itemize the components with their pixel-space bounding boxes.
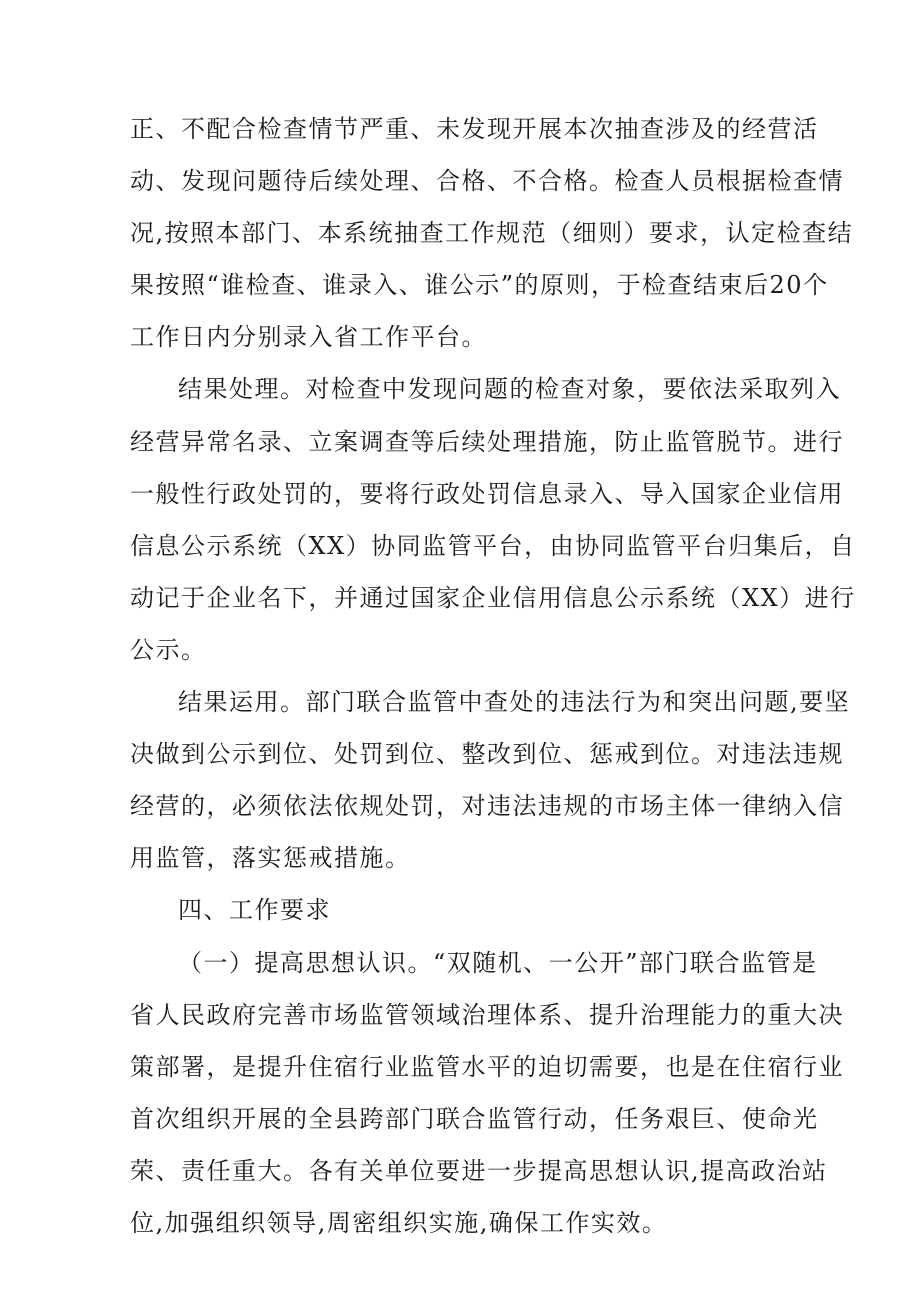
- section-heading: 四、工作要求: [178, 896, 331, 925]
- text-line: 果按照“谁检查、谁录入、谁公示”的原则，于检查结束后20个: [130, 271, 829, 300]
- text-line: 决做到公示到位、处罚到位、整改到位、惩戒到位。对违法违规: [130, 740, 844, 769]
- text-line: 位,加强组织领导,周密组织实施,确保工作实效。: [130, 1208, 668, 1237]
- text-line: 首次组织开展的全县跨部门联合监管行动，任务艰巨、使命光: [130, 1104, 819, 1133]
- text-line: 工作日内分别录入省工作平台。: [130, 323, 487, 352]
- text-line: （一）提高思想认识。“双随机、一公开”部门联合监管是: [178, 948, 818, 977]
- text-line: 动记于企业名下，并通过国家企业信用信息公示系统（XX）进行: [130, 583, 856, 612]
- text-line: 结果运用。部门联合监管中查处的违法行为和突出问题,要坚: [178, 688, 851, 717]
- text-line: 策部署，是提升住宿行业监管水平的迫切需要，也是在住宿行业: [130, 1052, 844, 1081]
- text-line: 公示。: [130, 635, 207, 664]
- paragraph-result-application: [130, 676, 851, 884]
- text-line: 省人民政府完善市场监管领域治理体系、提升治理能力的重大决: [130, 1000, 844, 1029]
- text-line: 荣、责任重大。各有关单位要进一步提高思想认识,提高政治站: [130, 1156, 828, 1185]
- paragraph-inspection-results: [130, 103, 854, 363]
- text-line: 况,按照本部门、本系统抽查工作规范（细则）要求，认定检查结: [130, 219, 854, 248]
- text-line: 用监管，落实惩戒措施。: [130, 844, 411, 873]
- paragraph-raise-awareness: [130, 937, 844, 1250]
- text-line: 信息公示系统（XX）协同监管平台，由协同监管平台归集后，自: [130, 531, 856, 560]
- text-line: 一般性行政处罚的，要将行政处罚信息录入、导入国家企业信用: [130, 479, 844, 508]
- text-line: 正、不配合检查情节严重、未发现开展本次抽查涉及的经营活: [130, 115, 819, 143]
- text-line: 经营的，必须依法依规处罚，对违法违规的市场主体一律纳入信: [130, 792, 844, 821]
- text-line: 结果处理。对检查中发现问题的检查对象，要依法采取列入: [178, 375, 841, 404]
- text-line: 动、发现问题待后续处理、合格、不合格。检查人员根据检查情: [130, 167, 844, 196]
- paragraph-result-handling: [130, 363, 856, 676]
- section-heading-work-requirements: [130, 884, 795, 936]
- document-page: [130, 103, 856, 1249]
- text-line: 经营异常名录、立案调查等后续处理措施，防止监管脱节。进行: [130, 427, 844, 456]
